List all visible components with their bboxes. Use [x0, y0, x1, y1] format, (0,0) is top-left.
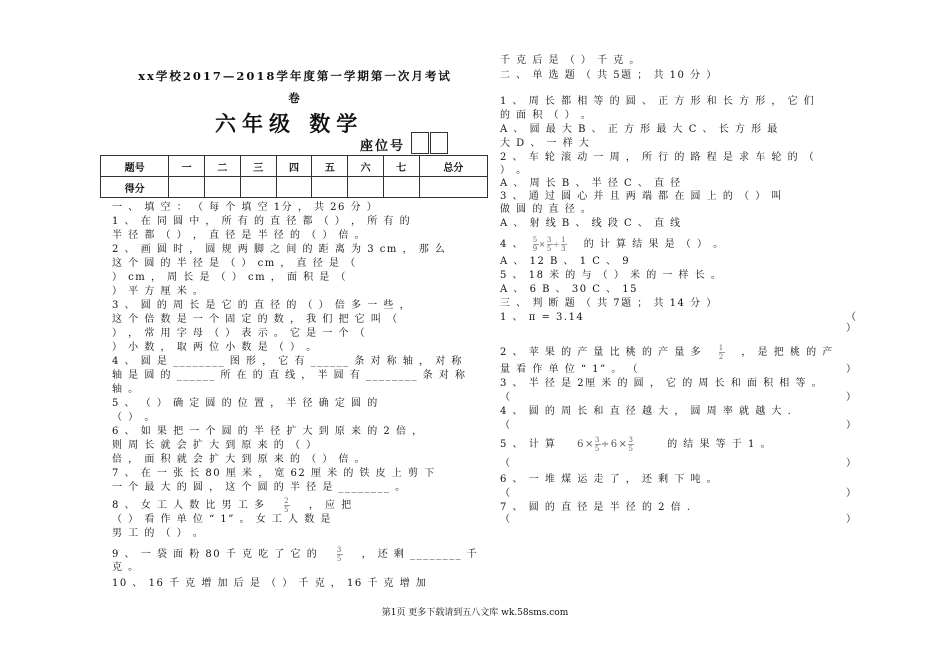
- score-header: 六: [348, 156, 384, 177]
- option-line: A 、 12 B 、 1 C 、 9: [500, 256, 631, 267]
- judge-answer-paren: （: [846, 312, 858, 323]
- j5-text-a: 5 、 计 算: [500, 439, 557, 450]
- question-line: （ ） 。: [112, 412, 156, 423]
- question-line: 倍 ， 面 积 就 会 扩 大 到 原 来 的 （ ） 倍 。: [112, 454, 367, 465]
- option-line: A 、 圆 最 大 B 、 正 方 形 最 大 C 、 长 方 形 最: [500, 124, 779, 135]
- exam-title: [110, 65, 480, 109]
- score-header: 二: [205, 156, 241, 177]
- j2-frac-den: 2: [718, 353, 725, 361]
- question-line: 2 、 车 轮 滚 动 一 周 ， 所 行 的 路 程 是 求 车 轮 的 （: [500, 152, 816, 163]
- j5-fraction-2: [628, 436, 634, 453]
- q8-fraction: [284, 497, 290, 514]
- score-header: 七: [383, 156, 419, 177]
- score-cell[interactable]: [205, 177, 241, 198]
- judge-answer-paren: ）: [846, 458, 858, 469]
- expr-frac2-num: 3: [546, 236, 553, 244]
- judge-answer-paren: ）: [846, 323, 858, 334]
- judge-question-5: [500, 436, 772, 453]
- r-q4-text: 的 计 算 结 果 是 （ ） 。: [583, 239, 725, 250]
- j2-text-b: ， 是 把 桃 的 产: [741, 347, 834, 358]
- judge-question-7: 7 、 圆 的 直 径 是 半 径 的 2 倍 .: [500, 502, 692, 513]
- seat-box-2[interactable]: [430, 132, 448, 154]
- judge-question-2: [500, 344, 834, 361]
- score-header: 一: [169, 156, 205, 177]
- score-cell[interactable]: [348, 177, 384, 198]
- score-header: 题号: [101, 156, 169, 177]
- question-line: 做 圆 的 直 径 。: [500, 204, 593, 215]
- score-cell[interactable]: [169, 177, 205, 198]
- j5-expr-b: ÷6×: [600, 439, 629, 450]
- j5-frac-num: 3: [628, 436, 635, 444]
- seat-box-1[interactable]: [411, 132, 429, 154]
- r-q4-label: 4 、: [500, 239, 525, 250]
- option-line: A 、 射 线 B 、 线 段 C 、 直 线: [500, 218, 682, 229]
- score-cell[interactable]: [383, 177, 419, 198]
- j5-text-b: 的 结 果 等 于 1 。: [667, 439, 773, 450]
- question-line: 克 。: [112, 562, 140, 573]
- question-line: 7 、 在 一 张 长 80 厘 米 ， 宽 62 厘 米 的 铁 皮 上 剪 下: [112, 468, 436, 479]
- seat-number-label: 座位号: [360, 139, 406, 154]
- expr-op-divide: ÷: [552, 240, 562, 249]
- question-line: 5 、 （ ） 确 定 圆 的 位 置 ， 半 径 确 定 圆 的: [112, 398, 379, 409]
- section-single-choice-heading: 二 、 单 选 题 （ 共 5题 ； 共 10 分 ）: [500, 70, 718, 81]
- question-line: （ ） 看 作 单 位 “ 1” 。 女 工 人 数 是: [112, 514, 332, 525]
- expr-frac2-den: 5: [546, 245, 553, 253]
- question-line: 6 、 如 果 把 一 个 圆 的 半 径 扩 大 到 原 来 的 2 倍 ，: [112, 426, 424, 437]
- j5-expr-a: 6×: [577, 439, 595, 450]
- q9-frac-num: 3: [336, 546, 343, 554]
- judge-question-6: 6 、 一 堆 煤 运 走 了 ， 还 剩 下 吨 。: [500, 474, 719, 485]
- question-line: 轴 是 圆 的 ______ 所 在 的 直 线 ， 半 圆 有 ________ 条 对 称: [112, 370, 467, 381]
- question-line: 这 个 倍 数 是 一 个 固 定 的 数 ， 我 们 把 它 叫 （: [112, 314, 399, 325]
- question-line: 的 面 积 （ ） 。: [500, 110, 593, 121]
- question-line: ） ， 常 用 字 母 （ ） 表 示 。 它 是 一 个 （: [112, 328, 367, 339]
- section-fill-blank-heading: 一 、 填 空 ： （ 每 个 填 空 1分 ， 共 26 分 ）: [112, 202, 379, 213]
- question-line: 男 工 的 （ ） 。: [112, 528, 205, 539]
- question-line: 5 、 18 米 的 与 （ ） 米 的 一 样 长 。: [500, 270, 723, 281]
- question-line: 3 、 通 过 圆 心 并 且 两 端 都 在 圆 上 的 （ ） 叫: [500, 191, 783, 202]
- judge-answer-paren: ）: [846, 392, 858, 403]
- j5-frac-den: 5: [628, 445, 635, 453]
- section-true-false-heading: 三 、 判 断 题 （ 共 7题 ； 共 14 分 ）: [500, 298, 718, 309]
- choice-question-4: [500, 236, 725, 253]
- judge-question-3: 3 、 半 径 是 2厘 米 的 圆 ， 它 的 周 长 和 面 积 相 等 。: [500, 378, 824, 389]
- question-line: 千 克 后 是 （ ） 千 克 。: [500, 55, 641, 66]
- exam-title-line2: 卷: [288, 91, 302, 105]
- option-line: 大 D 、 一 样 大: [500, 138, 591, 149]
- expr-frac3-den: 3: [561, 245, 568, 253]
- score-cell[interactable]: [419, 177, 487, 198]
- question-line: 3 、 圆 的 周 长 是 它 的 直 径 的 （ ） 倍 多 一 些 ，: [112, 300, 412, 311]
- score-header: 五: [312, 156, 348, 177]
- q8-frac-den: 5: [284, 506, 291, 514]
- score-cell[interactable]: [240, 177, 276, 198]
- question-line: 轴 。: [112, 384, 140, 395]
- j2-frac-num: 1: [718, 344, 725, 352]
- score-table-header-row: [101, 156, 488, 177]
- question-line: 1 、 周 长 都 相 等 的 圆 、 正 方 形 和 长 方 形 ， 它 们: [500, 96, 816, 107]
- j2-fraction: [719, 344, 725, 361]
- q9-fraction: [337, 546, 343, 563]
- question-line: ） 小 数 ， 取 两 位 小 数 是 （ ） 。: [112, 342, 318, 353]
- question-line: 1 、 在 同 圆 中 ， 所 有 的 直 径 都 （ ） ， 所 有 的: [112, 216, 412, 227]
- expr-fraction-3: [561, 236, 567, 253]
- question-line: 这 个 圆 的 半 径 是 （ ） cm ， 直 径 是 （: [112, 258, 357, 269]
- j5-frac-num: 3: [594, 436, 601, 444]
- judge-answer-paren: （: [500, 514, 512, 525]
- q8-text-a: 8 、 女 工 人 数 比 男 工 多: [112, 500, 266, 511]
- expr-frac3-num: 1: [561, 236, 568, 244]
- question-line: ） 。: [500, 165, 528, 176]
- judge-answer-paren: （: [500, 488, 512, 499]
- judge-answer-paren: ）: [846, 514, 858, 525]
- expr-frac1-den: 9: [532, 245, 539, 253]
- judge-answer-paren: （: [500, 392, 512, 403]
- judge-answer-paren: ）: [846, 488, 858, 499]
- judge-answer-paren: ）: [846, 420, 858, 431]
- question-line: ） cm ， 周 长 是 （ ） cm ， 面 积 是 （: [112, 272, 347, 283]
- question-line: 半 径 都 （ ） ， 直 径 是 半 径 的 （ ） 倍 。: [112, 230, 367, 241]
- question-line: ） 平 方 厘 米 。: [112, 286, 205, 297]
- question-line: 4 、 圆 是 ________ 图 形 ， 它 有 ______ 条 对 称 轴 ， 对 称: [112, 356, 463, 367]
- q9-text-a: 9 、 一 袋 面 粉 80 千 克 吃 了 它 的: [112, 549, 319, 560]
- question-8-line1: [112, 497, 353, 514]
- question-line: 量 看 作 单 位 “ 1” 。 （: [500, 364, 640, 375]
- score-header: 三: [240, 156, 276, 177]
- option-line: A 、 周 长 B 、 半 径 C 、 直 径: [500, 178, 682, 189]
- page-footer: 第1页 更多下载请到五八文库 wk.58sms.com: [381, 608, 569, 618]
- expr-op-times: ×: [538, 240, 547, 249]
- question-9-line1: [112, 546, 478, 563]
- score-header: 四: [276, 156, 312, 177]
- judge-question-1: 1 、 π = 3.14: [500, 312, 585, 323]
- q8-text-b: ， 应 把: [308, 500, 353, 511]
- judge-answer-paren: （: [500, 458, 512, 469]
- q9-text-b: ， 还 剩 ________ 千: [361, 549, 479, 560]
- score-header: 总分: [419, 156, 487, 177]
- judge-answer-paren: （: [500, 420, 512, 431]
- grade-subject: 六年级 数学: [215, 111, 364, 136]
- score-table-score-row: [101, 177, 488, 198]
- judge-question-4: 4 、 圆 的 周 长 和 直 径 越 大 ， 圆 周 率 就 越 大 .: [500, 406, 793, 417]
- j5-frac-den: 5: [594, 445, 601, 453]
- score-table: [100, 155, 488, 198]
- question-line: 10 、 16 千 克 增 加 后 是 （ ） 千 克 ， 16 千 克 增 加: [112, 578, 428, 589]
- exam-title-line1: xx学校2017—2018学年度第一学期第一次月考试: [138, 69, 452, 83]
- q9-frac-den: 5: [336, 555, 343, 563]
- question-line: 则 周 长 就 会 扩 大 到 原 来 的 （ ）: [112, 440, 318, 451]
- question-line: 一 个 最 大 的 圆 ， 这 个 圆 的 半 径 是 ________ 。: [112, 482, 407, 493]
- expr-frac1-num: 5: [532, 236, 539, 244]
- j2-text-a: 2 、 苹 果 的 产 量 比 桃 的 产 量 多: [500, 347, 703, 358]
- q8-frac-num: 2: [284, 497, 291, 505]
- judge-answer-paren: ）: [846, 364, 858, 375]
- score-cell[interactable]: [276, 177, 312, 198]
- score-row-label: 得分: [101, 177, 169, 198]
- option-line: A 、 6 B 、 30 C 、 15: [500, 284, 638, 295]
- question-line: 2 、 画 圆 时 ， 圆 规 两 脚 之 间 的 距 离 为 3 cm ， 那 么: [112, 244, 447, 255]
- score-cell[interactable]: [312, 177, 348, 198]
